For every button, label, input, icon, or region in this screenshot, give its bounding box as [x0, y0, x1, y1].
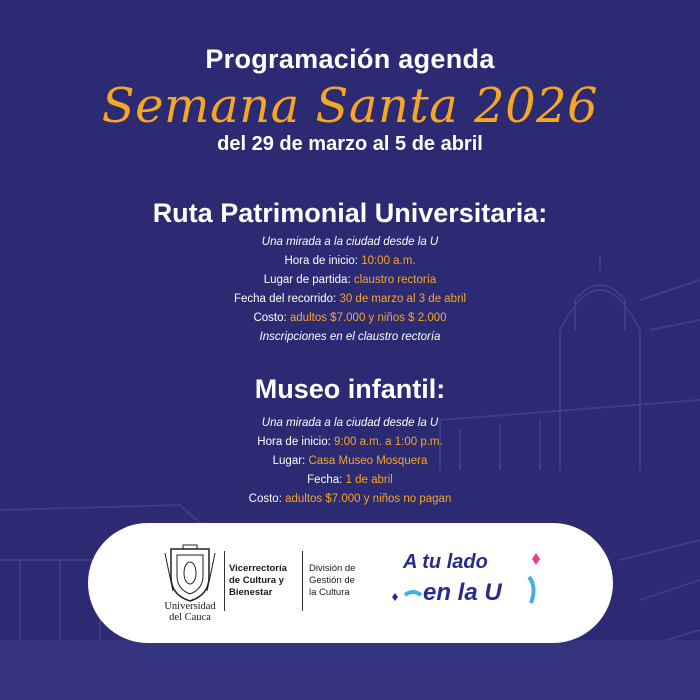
- section-title-ruta: Ruta Patrimonial Universitaria:: [152, 198, 548, 228]
- info-row-costo: Costo: adultos $7.000 y niños no pagan: [248, 493, 452, 505]
- header-script-title: Semana Santa 2026: [101, 78, 599, 134]
- info-row-hora: Hora de inicio: 9:00 a.m. a 1:00 p.m.: [257, 436, 443, 448]
- header-title: Programación agenda: [205, 44, 495, 74]
- university-name: Universidad del Cauca: [164, 601, 216, 623]
- slogan-line-2: en la U: [423, 579, 502, 606]
- section-title-museo: Museo infantil:: [254, 374, 446, 404]
- section-note: Inscripciones en el claustro rectoría: [259, 331, 441, 343]
- section-info-ruta: [0, 233, 700, 347]
- university-shield-icon: [163, 543, 217, 605]
- info-row-costo: Costo: adultos $7.000 y niños $ 2.000: [253, 312, 447, 324]
- division-label: División de Gestión de la Cultura: [309, 563, 356, 598]
- slogan-logo: [391, 547, 551, 619]
- header-dates: del 29 de marzo al 5 de abril: [217, 133, 483, 155]
- info-row-fecha: Fecha: 1 de abril: [307, 474, 393, 486]
- info-row-hora: Hora de inicio: 10:00 a.m.: [284, 255, 416, 267]
- info-row-fecha: Fecha del recorrido: 30 de marzo al 3 de abril: [233, 293, 467, 305]
- info-row-lugar: Lugar de partida: claustro rectoría: [263, 274, 437, 286]
- section-subtitle: Una mirada a la ciudad desde la U: [261, 417, 439, 429]
- divider: [302, 551, 303, 611]
- slogan-line-1: A tu lado: [403, 551, 488, 573]
- info-row-lugar: Lugar: Casa Museo Mosquera: [272, 455, 428, 467]
- divider: [224, 551, 225, 611]
- section-subtitle: Una mirada a la ciudad desde la U: [261, 236, 439, 248]
- section-info-museo: [0, 414, 700, 509]
- vicerrectoria-label: Vicerrectoría de Cultura y Bienestar: [229, 563, 287, 598]
- footer-logo-bar: [88, 523, 613, 643]
